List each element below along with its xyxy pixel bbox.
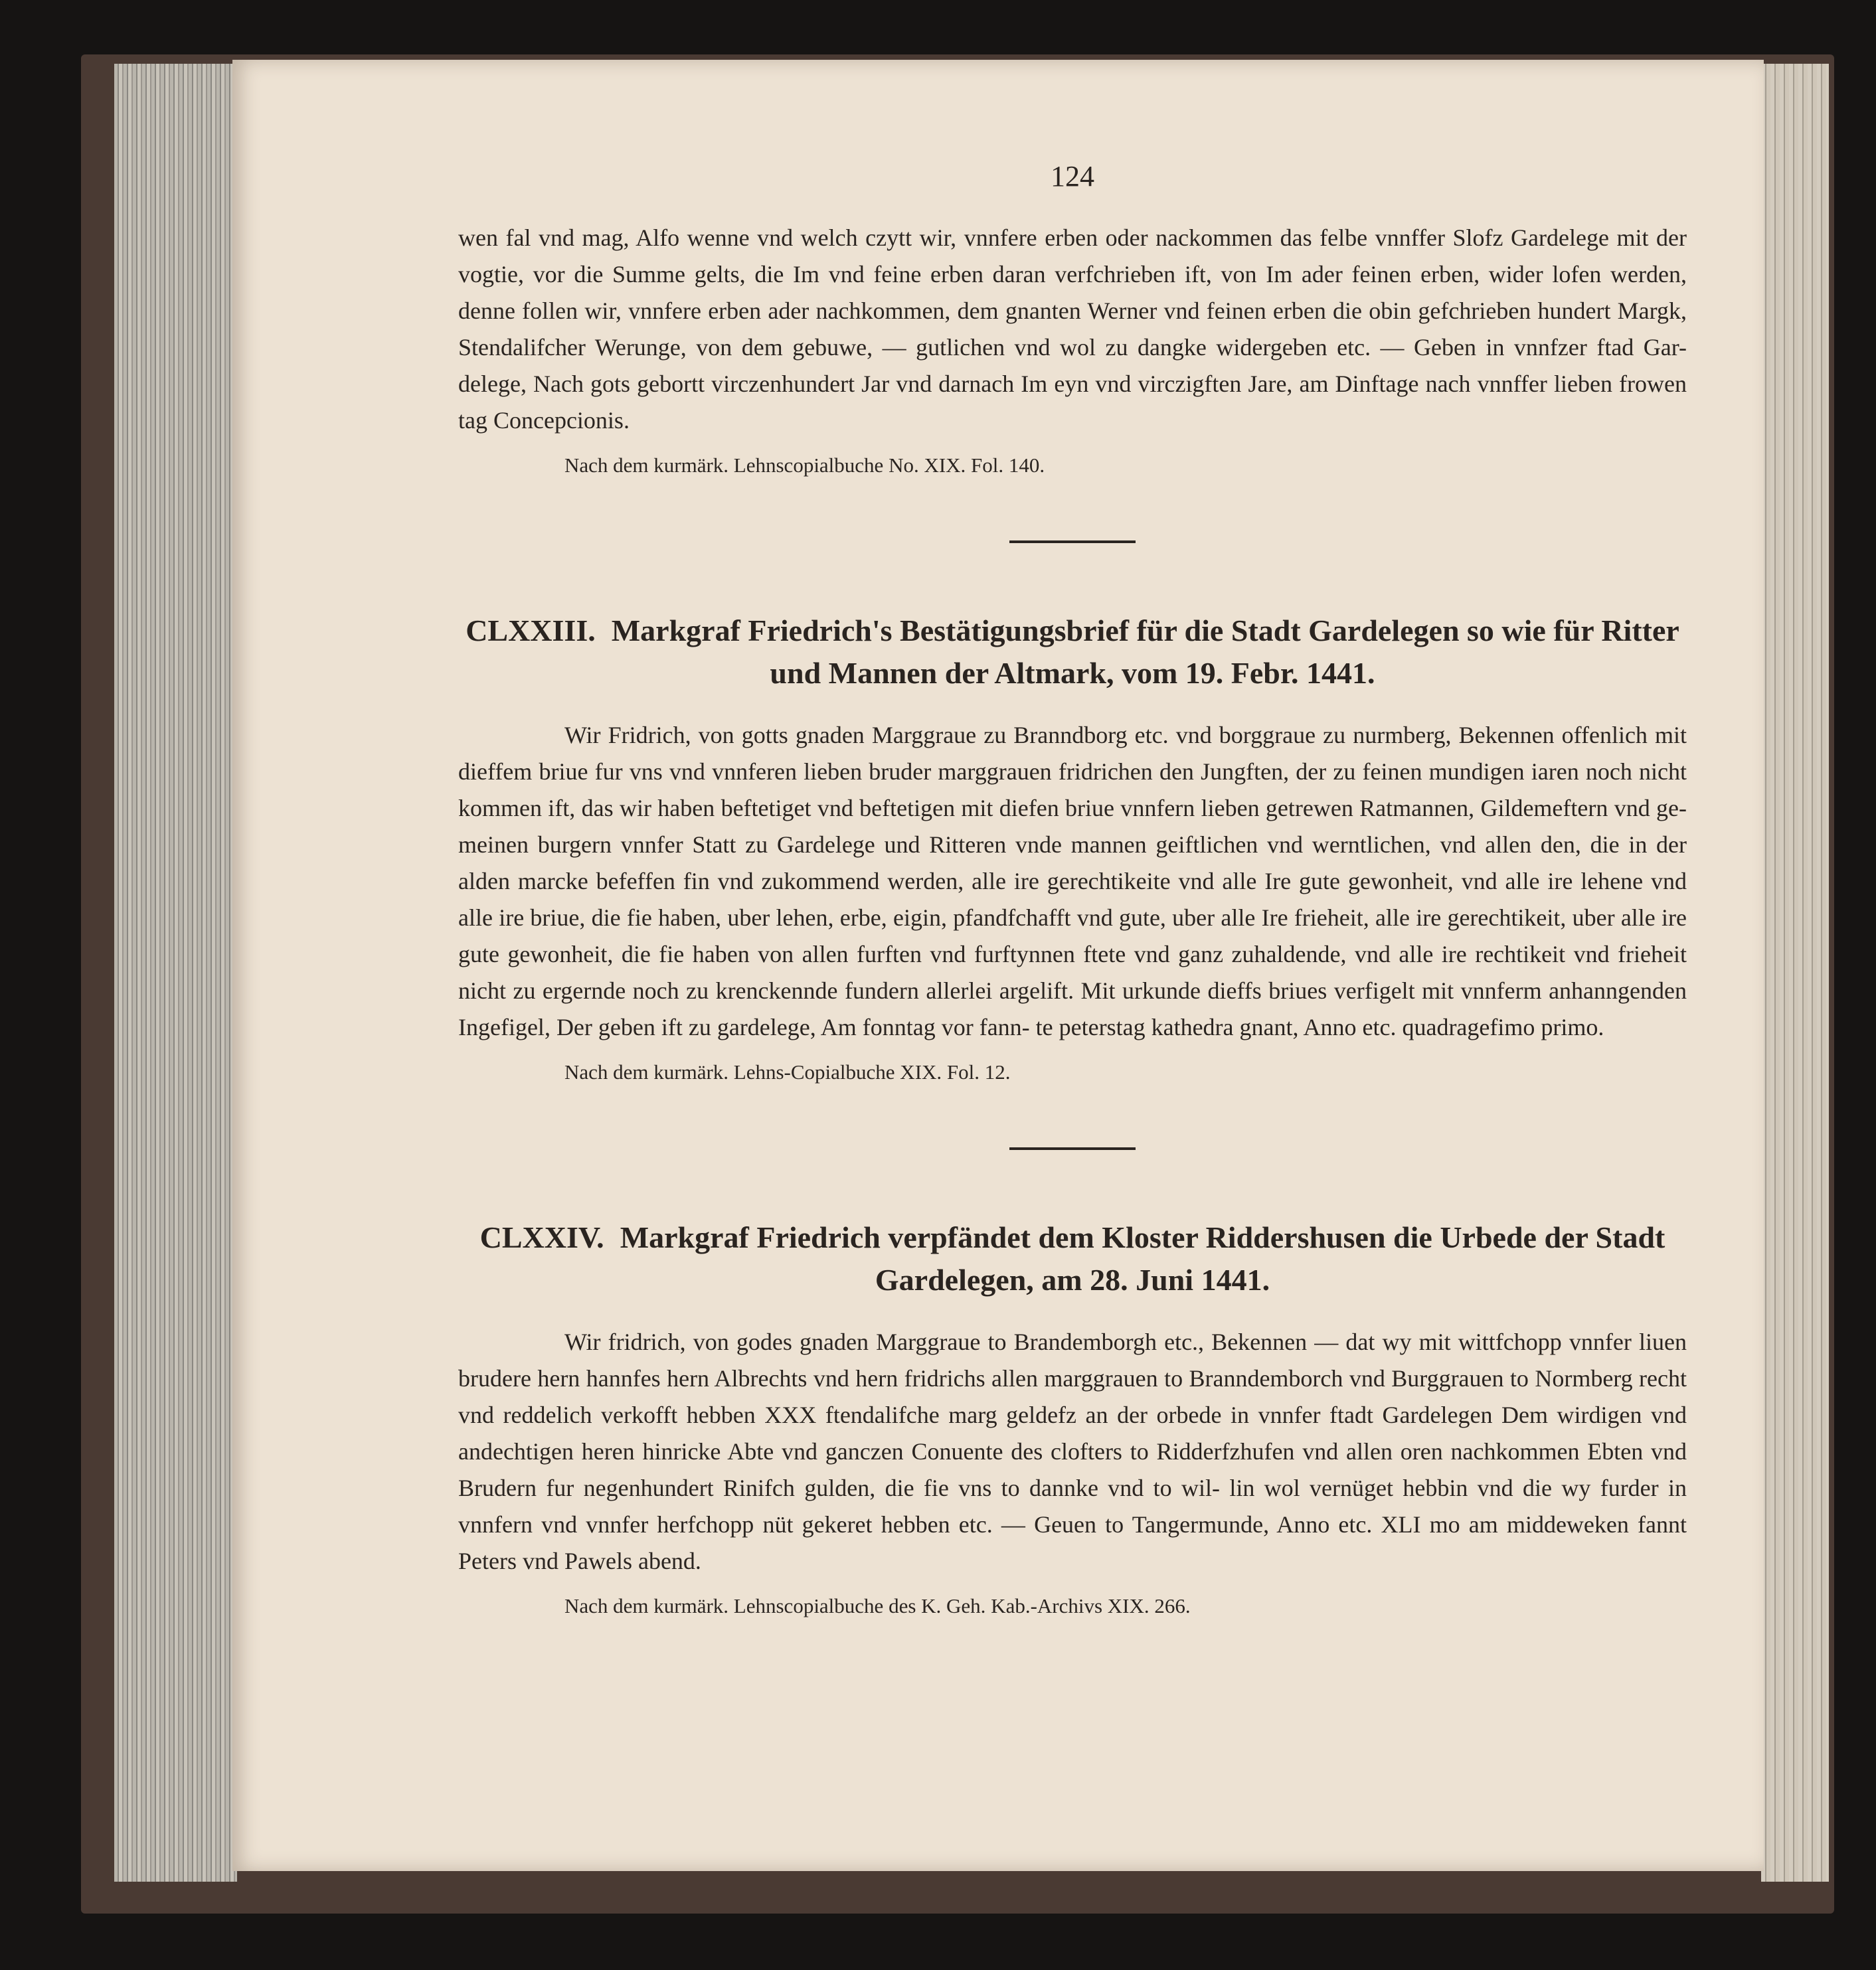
- paragraph-clxxiii: [458, 717, 1687, 1046]
- paragraph-top: [458, 220, 1687, 439]
- text-line: eigin, pfandfchafft vnd gute, uber alle Ire frieheit, alle ire gerechtikeit, uber alle ire gute gewonheit,: [458, 904, 1687, 967]
- text-line: marggrauen to Branndemborch vnd Burggrauen to Normberg recht vnd reddelich verkofft hebben XXX: [458, 1365, 1687, 1428]
- section-clxxiii: [458, 610, 1687, 1084]
- text-line: Slofz Gardelege mit der vogtie, vor die Summe gelts, die Im vnd feine erben daran verfchrieben: [458, 224, 1687, 287]
- divider-rule: [1009, 540, 1136, 543]
- page-content: [458, 159, 1687, 1618]
- section-title-line1: Markgraf Friedrich verpfändet dem Kloster Riddershusen die Urbede der Stadt: [620, 1220, 1665, 1254]
- paragraph-clxxiv: [458, 1324, 1687, 1580]
- source-note: Nach dem kurmärk. Lehnscopialbuche No. XIX. Fol. 140.: [564, 453, 1045, 477]
- text-line: nach vnnffer lieben frowen tag Concepcionis.: [458, 370, 1687, 434]
- section-heading: [458, 610, 1687, 695]
- text-line: Wir fridrich, von godes gnaden Marggraue to Brandemborgh etc., Bekennen — dat: [564, 1329, 1375, 1355]
- right-page-edges: [1761, 64, 1829, 1882]
- source-note: Nach dem kurmärk. Lehns-Copialbuche XIX. Fol. 12.: [564, 1060, 1011, 1084]
- text-line: verfigelt mit vnnferm anhanngenden Ingefigel, Der geben ift zu gardelege, Am fonntag vor fann-: [458, 977, 1687, 1040]
- section-top: [458, 220, 1687, 477]
- text-line: heren hinricke Abte vnd ganczen Conuente des clofters to Ridderfzhufen vnd allen oren: [581, 1438, 1443, 1465]
- section-title-line2: und Mannen der Altmark, vom 19. Febr. 1441.: [770, 656, 1375, 690]
- text-line: dem gnanten Werner vnd feinen erben die obin gefchrieben hundert Margk, Stendalifcher Werunge,: [458, 297, 1687, 361]
- text-line: te peterstag kathedra gnant, Anno etc. quadragefimo primo.: [1035, 1014, 1604, 1040]
- section-clxxiv: [458, 1216, 1687, 1618]
- text-line: frieheit nicht zu ergernde noch zu krenckennde fundern allerlei argelift. Mit urkunde dieffs briues: [458, 941, 1687, 1004]
- section-title-line2: Gardelegen, am 28. Juni 1441.: [875, 1263, 1270, 1297]
- divider-rule: [1009, 1147, 1136, 1150]
- text-line: Wir Fridrich, von gotts gnaden Marggraue zu Branndborg etc. vnd borggraue zu: [564, 722, 1346, 748]
- text-line: nurmberg, Bekennen offenlich mit dieffem briue fur vns vnd vnnferen lieben bruder marggrauen: [458, 722, 1687, 785]
- text-line: wy mit wittfchopp vnnfer liuen brudere hern hannfes hern Albrechts vnd hern fridrichs allen: [458, 1329, 1687, 1392]
- text-line: vnd alle Ire gute gewonheit, vnd alle ire lehene vnd alle ire briue, die fie haben, uber lehen, erbe,: [458, 868, 1687, 931]
- text-line: — Geuen to Tangermunde, Anno etc. XLI mo am middeweken fannt Peters vnd Pawels abend.: [458, 1511, 1687, 1574]
- text-line: beftetiget vnd beftetigen mit diefen briue vnnfern lieben getrewen Ratmannen, Gildemeftern vnd ge-: [721, 795, 1687, 821]
- section-number: CLXXIII.: [466, 614, 596, 647]
- section-number: CLXXIV.: [479, 1220, 604, 1254]
- text-line: meinen burgern vnnfer Statt zu Gardelege und Ritteren vnde mannen geiftlichen vnd werntlichen,: [458, 831, 1431, 858]
- book-page: [232, 60, 1764, 1871]
- text-line: von dem gebuwe, — gutlichen vnd wol zu dangke widergeben etc. — Geben in vnnfzer ftad Gar-: [696, 334, 1687, 361]
- text-line: lin wol vernüget hebbin vnd die wy furder in vnnfern vnd vnnfer herfchopp nüt gekeret hebben etc.: [458, 1475, 1687, 1538]
- text-line: wen fal vnd mag, Alfo wenne vnd welch czytt wir, vnnfere erben oder nackommen das felbe vnnffer: [458, 224, 1445, 251]
- section-title-line1: Markgraf Friedrich's Bestätigungsbrief für die Stadt Gardelegen so wie für Ritter: [611, 614, 1679, 647]
- text-line: nachkommen Ebten vnd Brudern fur negenhundert Rinifch gulden, die fie vns to dannke vnd to wil-: [458, 1438, 1687, 1501]
- section-heading: [458, 1216, 1687, 1301]
- text-line: die fie haben von allen furften vnd furftynnen ftete vnd ganz zuhaldende, vnd alle ire rechtikeit vnd: [621, 941, 1610, 967]
- text-line: ftendalifche marg geldefz an der orbede in vnnfer ftadt Gardelegen Dem wirdigen vnd andechtigen: [458, 1402, 1687, 1465]
- page-number: 124: [1051, 160, 1094, 193]
- left-page-edges: [114, 64, 237, 1882]
- source-note: Nach dem kurmärk. Lehnscopialbuche des K. Geh. Kab.-Archivs XIX. 266.: [564, 1594, 1191, 1617]
- text-line: fridrichen den Jungften, der zu feinen mundigen iaren noch nicht kommen ift, das wir haben: [458, 758, 1687, 821]
- text-line: ift, von Im ader feinen erben, wider lofen werden, denne follen wir, vnnfere erben ader nachkommen,: [458, 261, 1687, 324]
- text-line: delege, Nach gots gebortt virczenhundert Jar vnd darnach Im eyn vnd virczigften Jare, am Dinftage: [458, 370, 1419, 397]
- text-line: vnd allen den, die in der alden marcke befeffen fin vnd zukommend werden, alle ire gerechtikeite: [458, 831, 1687, 894]
